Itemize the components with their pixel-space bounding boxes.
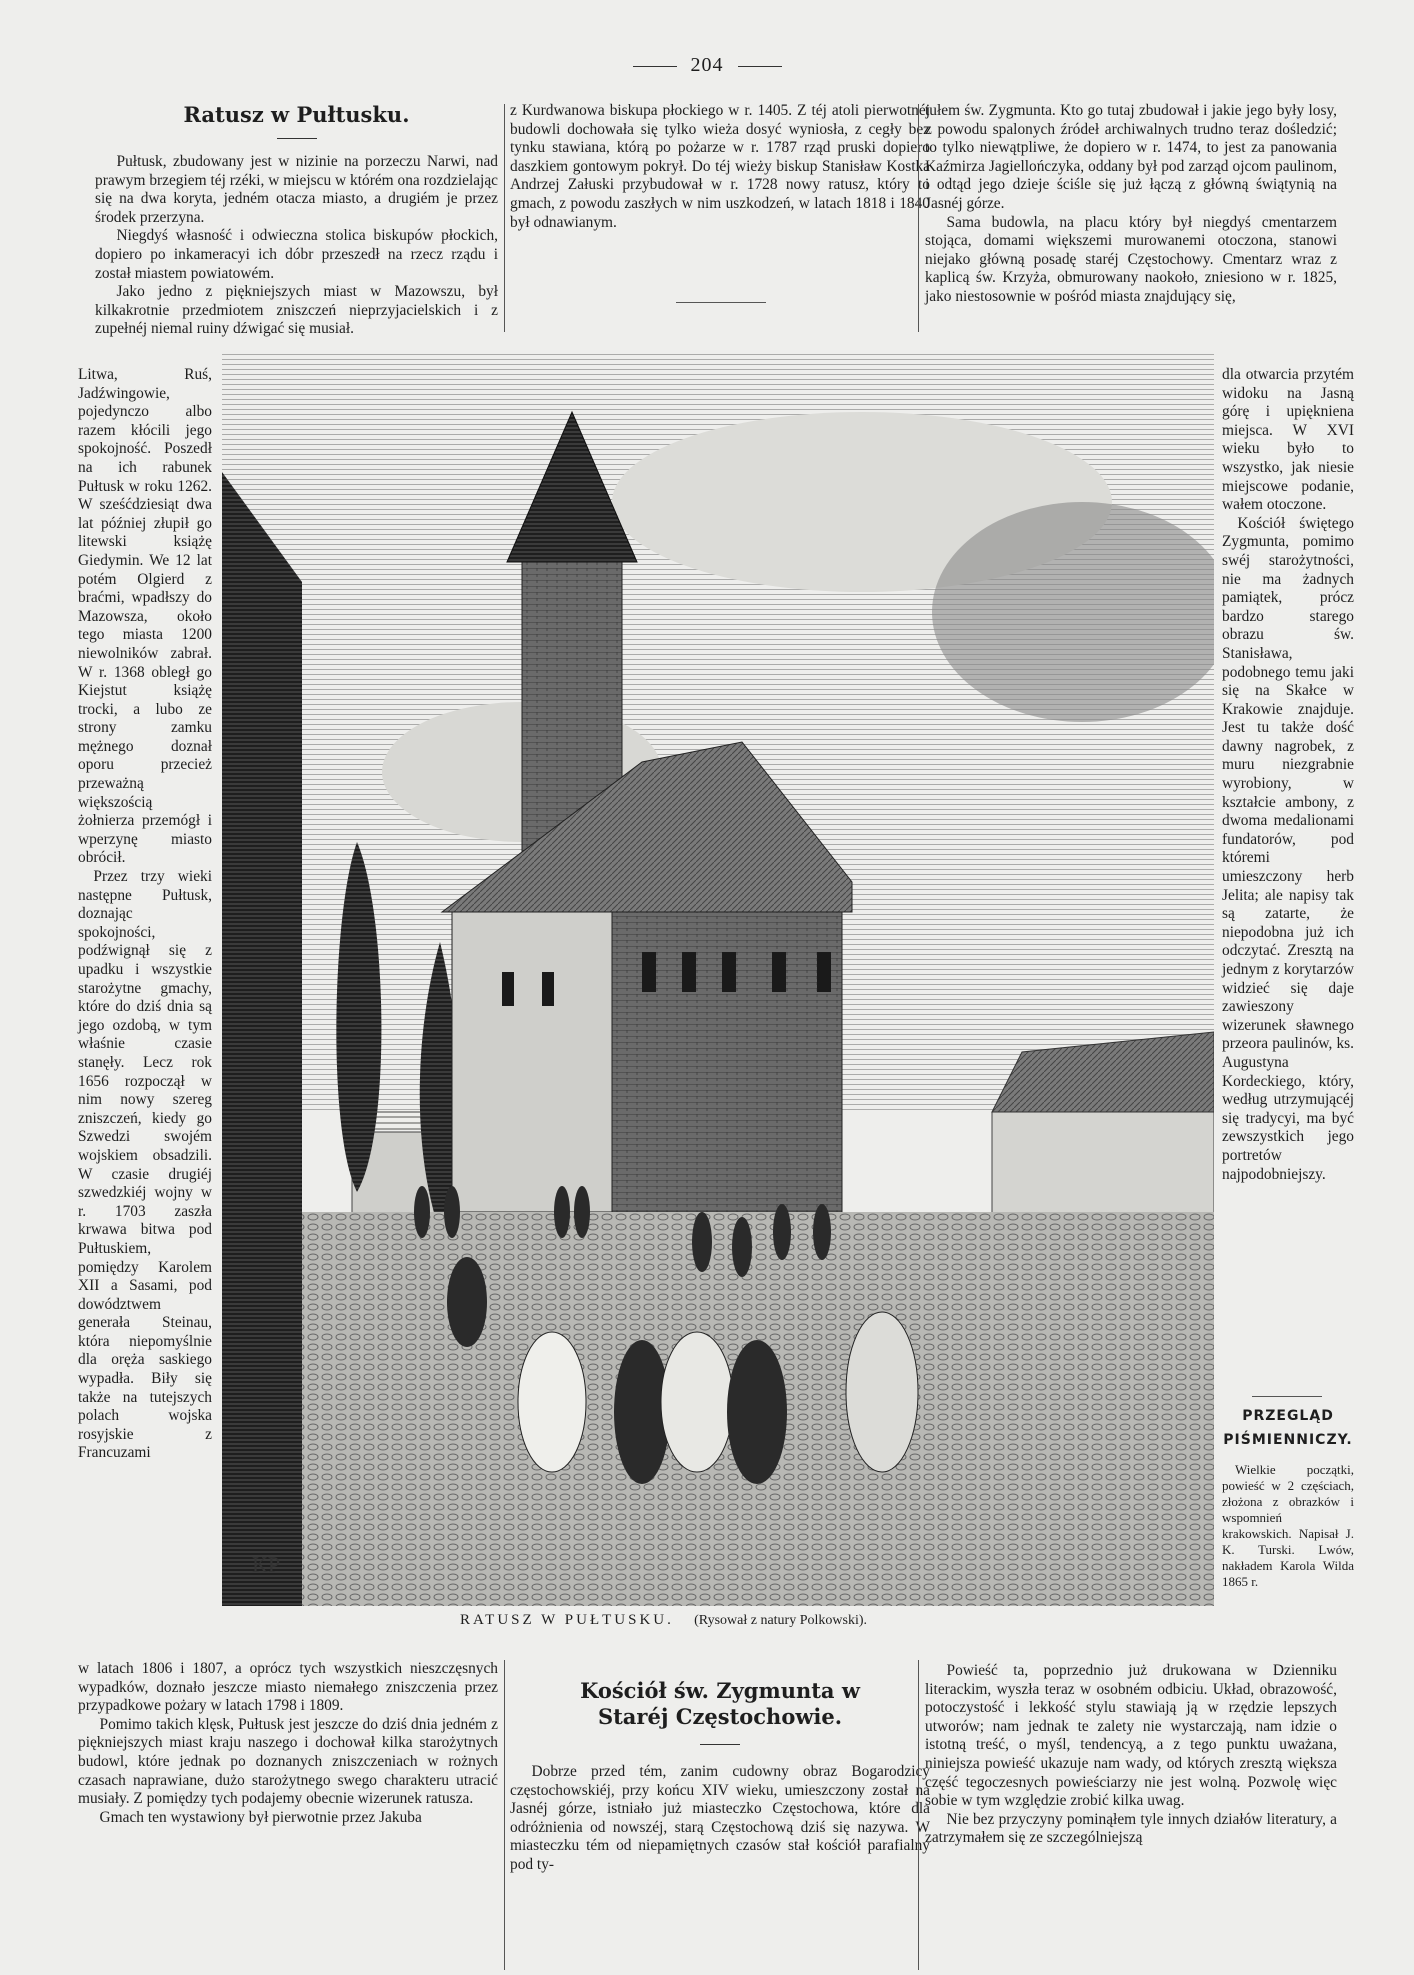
article-pultusk-narrow-column (78, 366, 212, 1463)
paragraph: dla otwarcia przytém widoku na Jasną górę i upiękniena miejsca. W XVI wieku było to wszystko, jak niesie miejscowe podanie, wałem otoczone. (1222, 366, 1354, 514)
paragraph: Litwa, Ruś, Jadźwingowie, pojedynczo albo razem kłócili jego spokojność. Poszedł na ich rabunek Pułtusk w roku 1262. W sześćdziesiąt dwa lat później złupił go litewski książę Giedymin. We 12 lat potém Olgierd z braćmi, wpadłszy do Mazowsza, około tego miasta 1200 niewolników zabrał. W r. 1368 obległ go Kiejstut książę trocki, a lubo ze strony zamku mężnego doznał oporu przecież przeważną większością żołnierza przemógł i wperzynę miasto obrócił. (78, 366, 212, 867)
article-pultusk-title: Ratusz w Pułtusku. (183, 102, 410, 127)
paragraph: Kościół świętego Zygmunta, pomimo swéj starożytności, nie ma żadnych pamiątek, prócz bardzo starego obrazu św. Stanisława, podobnego temu jaki się na Skałce w Krakowie znajduje. Jest tu także dość dawny nagrobek, z muru niezgrabnie wyrobiony, w kształcie ambony, z dwoma medalionami fundatorów, pod któremi umieszczony herb Jelita; ale napisy tak są zatarte, że niepodobna już ich odczytać. Zresztą na jednym z korytarzów widzieć się daje zawieszony wizerunek sławnego przeora paulinów, ks. Augustyna Kordeckiego, który, według utrzymującéj się tradycyi, ma być zewszystkich jego portretów najpodobniejszy. (1222, 514, 1354, 1183)
engraving-pultusk-town-hall (222, 352, 1214, 1606)
paragraph: Jako jedno z piękniejszych miast w Mazowszu, był kilkakrotnie przedmiotem zniszczeń nieprzyjacielskich i z zupełnéj niemal ruiny dźwigać się musiał. (95, 283, 498, 338)
paragraph: Pułtusk, zbudowany jest w nizinie na porzeczu Narwi, nad prawym brzegiem téj rzéki, w miejscu w którém ona rozdzielając się na dwa koryta, jedném otacza miasto, a drugiém je przez środek przerzyna. (95, 153, 498, 226)
column-divider (918, 1660, 919, 1970)
column-divider (918, 104, 919, 332)
paragraph: tułem św. Zygmunta. Kto go tutaj zbudował i jakie jego były losy, z powodu spalonych źródeł archiwalnych trudno teraz dośledzić; to tylko niewątpliwe, że dopiero w r. 1474, to jest za panowania Kaźmirza Jagiellończyka, oddany był pod zarząd ojcom paulinom, i odtąd jego dzieje ściśle się już łączą z główną świątynią na Jasnéj górze. (925, 102, 1337, 212)
foreground-building (222, 472, 302, 1606)
article-czestochowa-title: Kościół św. Zygmunta w Staréj Częstochowie. (580, 1678, 860, 1729)
article-pultusk-column-1-bottom (78, 1660, 498, 1827)
title-rule (700, 1744, 740, 1745)
section-rule (1252, 1396, 1322, 1397)
paragraph: Powieść ta, poprzednio już drukowana w Dzienniku literackim, wyszła teraz w osobném odbiciu. Układ, obrazowość, potoczystość i lekkość stylu stawiają ją w rzędzie lepszych utworów; nam jednak te zalety nie wystarczają, nam idzie o istotną treść, o myśl, tendencyą, a z tego punktu uważana, niniejsza powieść ukazuje nam wady, od których zresztą większa część tegoczesnych powieściarzy nie jest wolną. Pozwolę więc sobie w tym względzie zrobić kilka uwag. (925, 1662, 1337, 1810)
article-czestochowa-column-3 (925, 102, 1337, 307)
section-rule (676, 302, 766, 303)
column-divider (504, 104, 505, 332)
review-heading-1: PRZEGLĄD (1242, 1408, 1334, 1424)
article-pultusk-column-1 (95, 102, 498, 339)
review-body-column (925, 1662, 1337, 1848)
caption-title: RATUSZ W PUŁTUSKU. (460, 1612, 674, 1628)
paragraph: Pomimo takich klęsk, Pułtusk jest jeszcze do dziś dnia jedném z piękniejszych miast kraju naszego i dochował kilka starożytnych budowl, które jednak po doznanych zniszczeniach w rożnych czasach naprawiane, dużo starożytnego swego charakteru utracić musiały. Z pomiędzy tych podajemy obecnie wizerunek ratusza. (78, 1715, 498, 1808)
paragraph: Przez trzy wieki następne Pułtusk, doznając spokojności, podźwignął się z upadku i wszystkie starożytne gmachy, które do dziś dnia są jego ozdobą, w tym właśnie czasie stanęły. Lecz rok 1656 rozpoczął w nim nowy szereg zniszczeń, kiedy go Szwedzi swojém wojskiem obsadzili. W czasie drugiéj szwedzkiéj wojny w r. 1703 zaszła krwawa bitwa pod Pułtuskiem, pomiędzy Karolem XII a Sasami, pod dowództwem generała Steinau, która niepomyślnie dla oręża saskiego wypadła. Biły się także na tutejszych polach wojska rosyjskie z Francuzami (78, 868, 212, 1462)
article-pultusk-column-2 (510, 102, 930, 232)
review-book-entry: Wielkie początki, powieść w 2 częściach, złożona z obrazków i wspomnień krakowskich. Napisał J. K. Turski. Lwów, nakładem Karola Wilda 1865 r. (1222, 1462, 1354, 1589)
paragraph: Niegdyś własność i odwieczna stolica biskupów płockich, dopiero po inkameracyi ich dóbr przeszedł na rzecz rządu i został miastem powiatowém. (95, 227, 498, 282)
review-section (1222, 1404, 1354, 1590)
article-czestochowa-column-2 (510, 1678, 930, 1875)
engraver-signature: KP (252, 1552, 281, 1577)
page-number (0, 54, 1414, 77)
paragraph: Dobrze przed tém, zanim cudowny obraz Bogarodzicy częstochowskiéj, przy końcu XIV wieku, umieszczony został na Jasnéj górze, istniało już miasteczko Częstochowa, które dla odróżnienia od nowszéj, starą Częstochową dziś się nazywa. W miasteczku tém od niepamiętnych czasów stał kościół parafialny pod ty- (510, 1763, 930, 1873)
paragraph: z Kurdwanowa biskupa płockiego w r. 1405. Z téj atoli pierwotnéj budowli dochowała się tylko wieża dosyć wyniosła, z cegły bez tynku stawiana, którą po pożarze w r. 1787 rząd pruski dopiero daszkiem gontowym pokrył. Do téj wieży biskup Stanisław Kostka Andrzej Załuski przybudował w r. 1728 nowy ratusz, który to gmach, z powodu zaszłych w nim uszkodzeń, w latach 1818 i 1840 był odnawianym. (510, 102, 930, 231)
paragraph: w latach 1806 i 1807, a oprócz tych wszystkich nieszczęsnych wypadków, doznało jeszcze miasto niemałego zniszczenia przez przypadkowe pożary w latach 1798 i 1809. (78, 1660, 498, 1715)
article-czestochowa-narrow-column (1222, 366, 1354, 1184)
paragraph: Nie bez przyczyny pominąłem tyle innych działów literatury, a zatrzymałem się ze szczególniejszą (925, 1810, 1337, 1847)
paragraph: Sama budowla, na placu który był niegdyś cmentarzem stojąca, domami większemi murowanemi otoczona, stanowi niejako główną posadę staréj Częstochowy. Cmentarz wraz z kaplicą św. Krzyża, obmurowany naokoło, zniesiono w r. 1825, jako niestosownie w pośród miasta znajdujący się, (925, 213, 1337, 305)
review-heading-2: PIŚMIENNICZY. (1223, 1432, 1353, 1448)
title-rule (277, 138, 317, 139)
column-divider (504, 1660, 505, 1970)
engraving-caption (460, 1612, 867, 1629)
paragraph: Gmach ten wystawiony był pierwotnie przez Jakuba (99, 1808, 422, 1826)
caption-credit: (Rysował z natury Polkowski). (694, 1613, 868, 1628)
page-number-text: 204 (690, 54, 724, 76)
